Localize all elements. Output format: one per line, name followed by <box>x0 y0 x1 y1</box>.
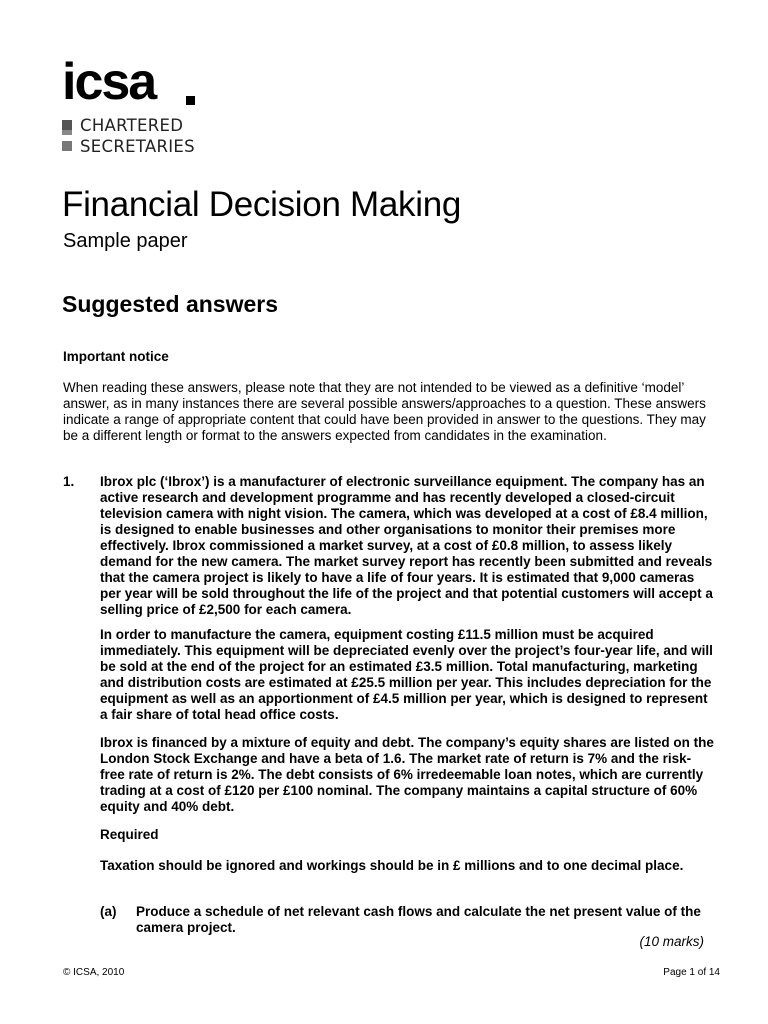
logo-dot <box>186 96 195 105</box>
question-paragraph-3: Ibrox is financed by a mixture of equity and debt. The company’s equity shares are listed on the London Stock Exchange and have a beta of 1.6. The market rate of return is 7% and the risk-free rate of return is 2%. The debt consists of 6% irredeemable loan notes, which are currently trading at a cost of £120 per £100 nominal. The company maintains a capital structure of 60% equity and 40% debt. <box>100 735 714 814</box>
document-title: Financial Decision Making <box>62 185 462 224</box>
logo-line-chartered <box>62 116 183 134</box>
instruction-text: Taxation should be ignored and workings should be in £ millions and to one decimal place. <box>100 858 684 873</box>
logo-line2-text: SECRETARIES <box>80 136 195 156</box>
logo-small-bar <box>62 130 72 135</box>
part-text: Produce a schedule of net relevant cash flows and calculate the net present value of the camera project. <box>136 904 701 935</box>
logo-line1-text: CHARTERED <box>80 115 184 135</box>
logo-square-icon <box>62 120 72 130</box>
logo-wordmark: icsa <box>62 53 156 111</box>
logo-square-icon <box>62 141 72 151</box>
question-paragraph-2: In order to manufacture the camera, equipment costing £11.5 million must be acquired immediately. This equipment will be depreciated evenly over the project’s four-year life, and will be sold at the end of the project for an estimated £3.5 million. Total manufacturing, marketing and distribution costs are estimated at £25.5 million per year. This includes depreciation for the equipment as well as an apportionment of £4.5 million per year, which is designed to represent a fair share of total head office costs. <box>100 627 713 722</box>
question-paragraph-1: Ibrox plc (‘Ibrox’) is a manufacturer of electronic surveillance equipment. The company has an active research and development programme and has recently developed a closed-circuit television camera with night vision. The camera, which was developed at a cost of £8.4 million, is designed to enable businesses and other organisations to monitor their premises more effectively. Ibrox commissioned a market survey, at a cost of £0.8 million, to assess likely demand for the new camera. The market survey report has recently been submitted and reveals that the camera project is likely to have a life of four years. It is estimated that 9,000 cameras per year will be sold throughout the life of the project and that potential customers will accept a selling price of £2,500 for each camera. <box>100 474 713 617</box>
required-label: Required <box>100 827 159 842</box>
icsa-logo <box>62 53 202 166</box>
notice-body: When reading these answers, please note that they are not intended to be viewed as a definitive ‘model’ answer, as in many instances there are several possible answers/approaches to a question. These answers indicate a range of appropriate content that could have been provided in answer to the questions. They may be a different length or format to the answers expected from candidates in the examination. <box>63 380 706 443</box>
section-heading: Suggested answers <box>62 291 279 317</box>
marks-label: (10 marks) <box>639 934 704 949</box>
question-number: 1. <box>63 474 75 489</box>
footer-page-number: Page 1 of 14 <box>663 967 720 978</box>
footer-copyright: © ICSA, 2010 <box>63 967 125 978</box>
logo-line-secretaries <box>62 137 195 155</box>
document-subtitle: Sample paper <box>63 230 188 252</box>
notice-heading: Important notice <box>63 349 169 364</box>
part-label: (a) <box>100 904 117 919</box>
